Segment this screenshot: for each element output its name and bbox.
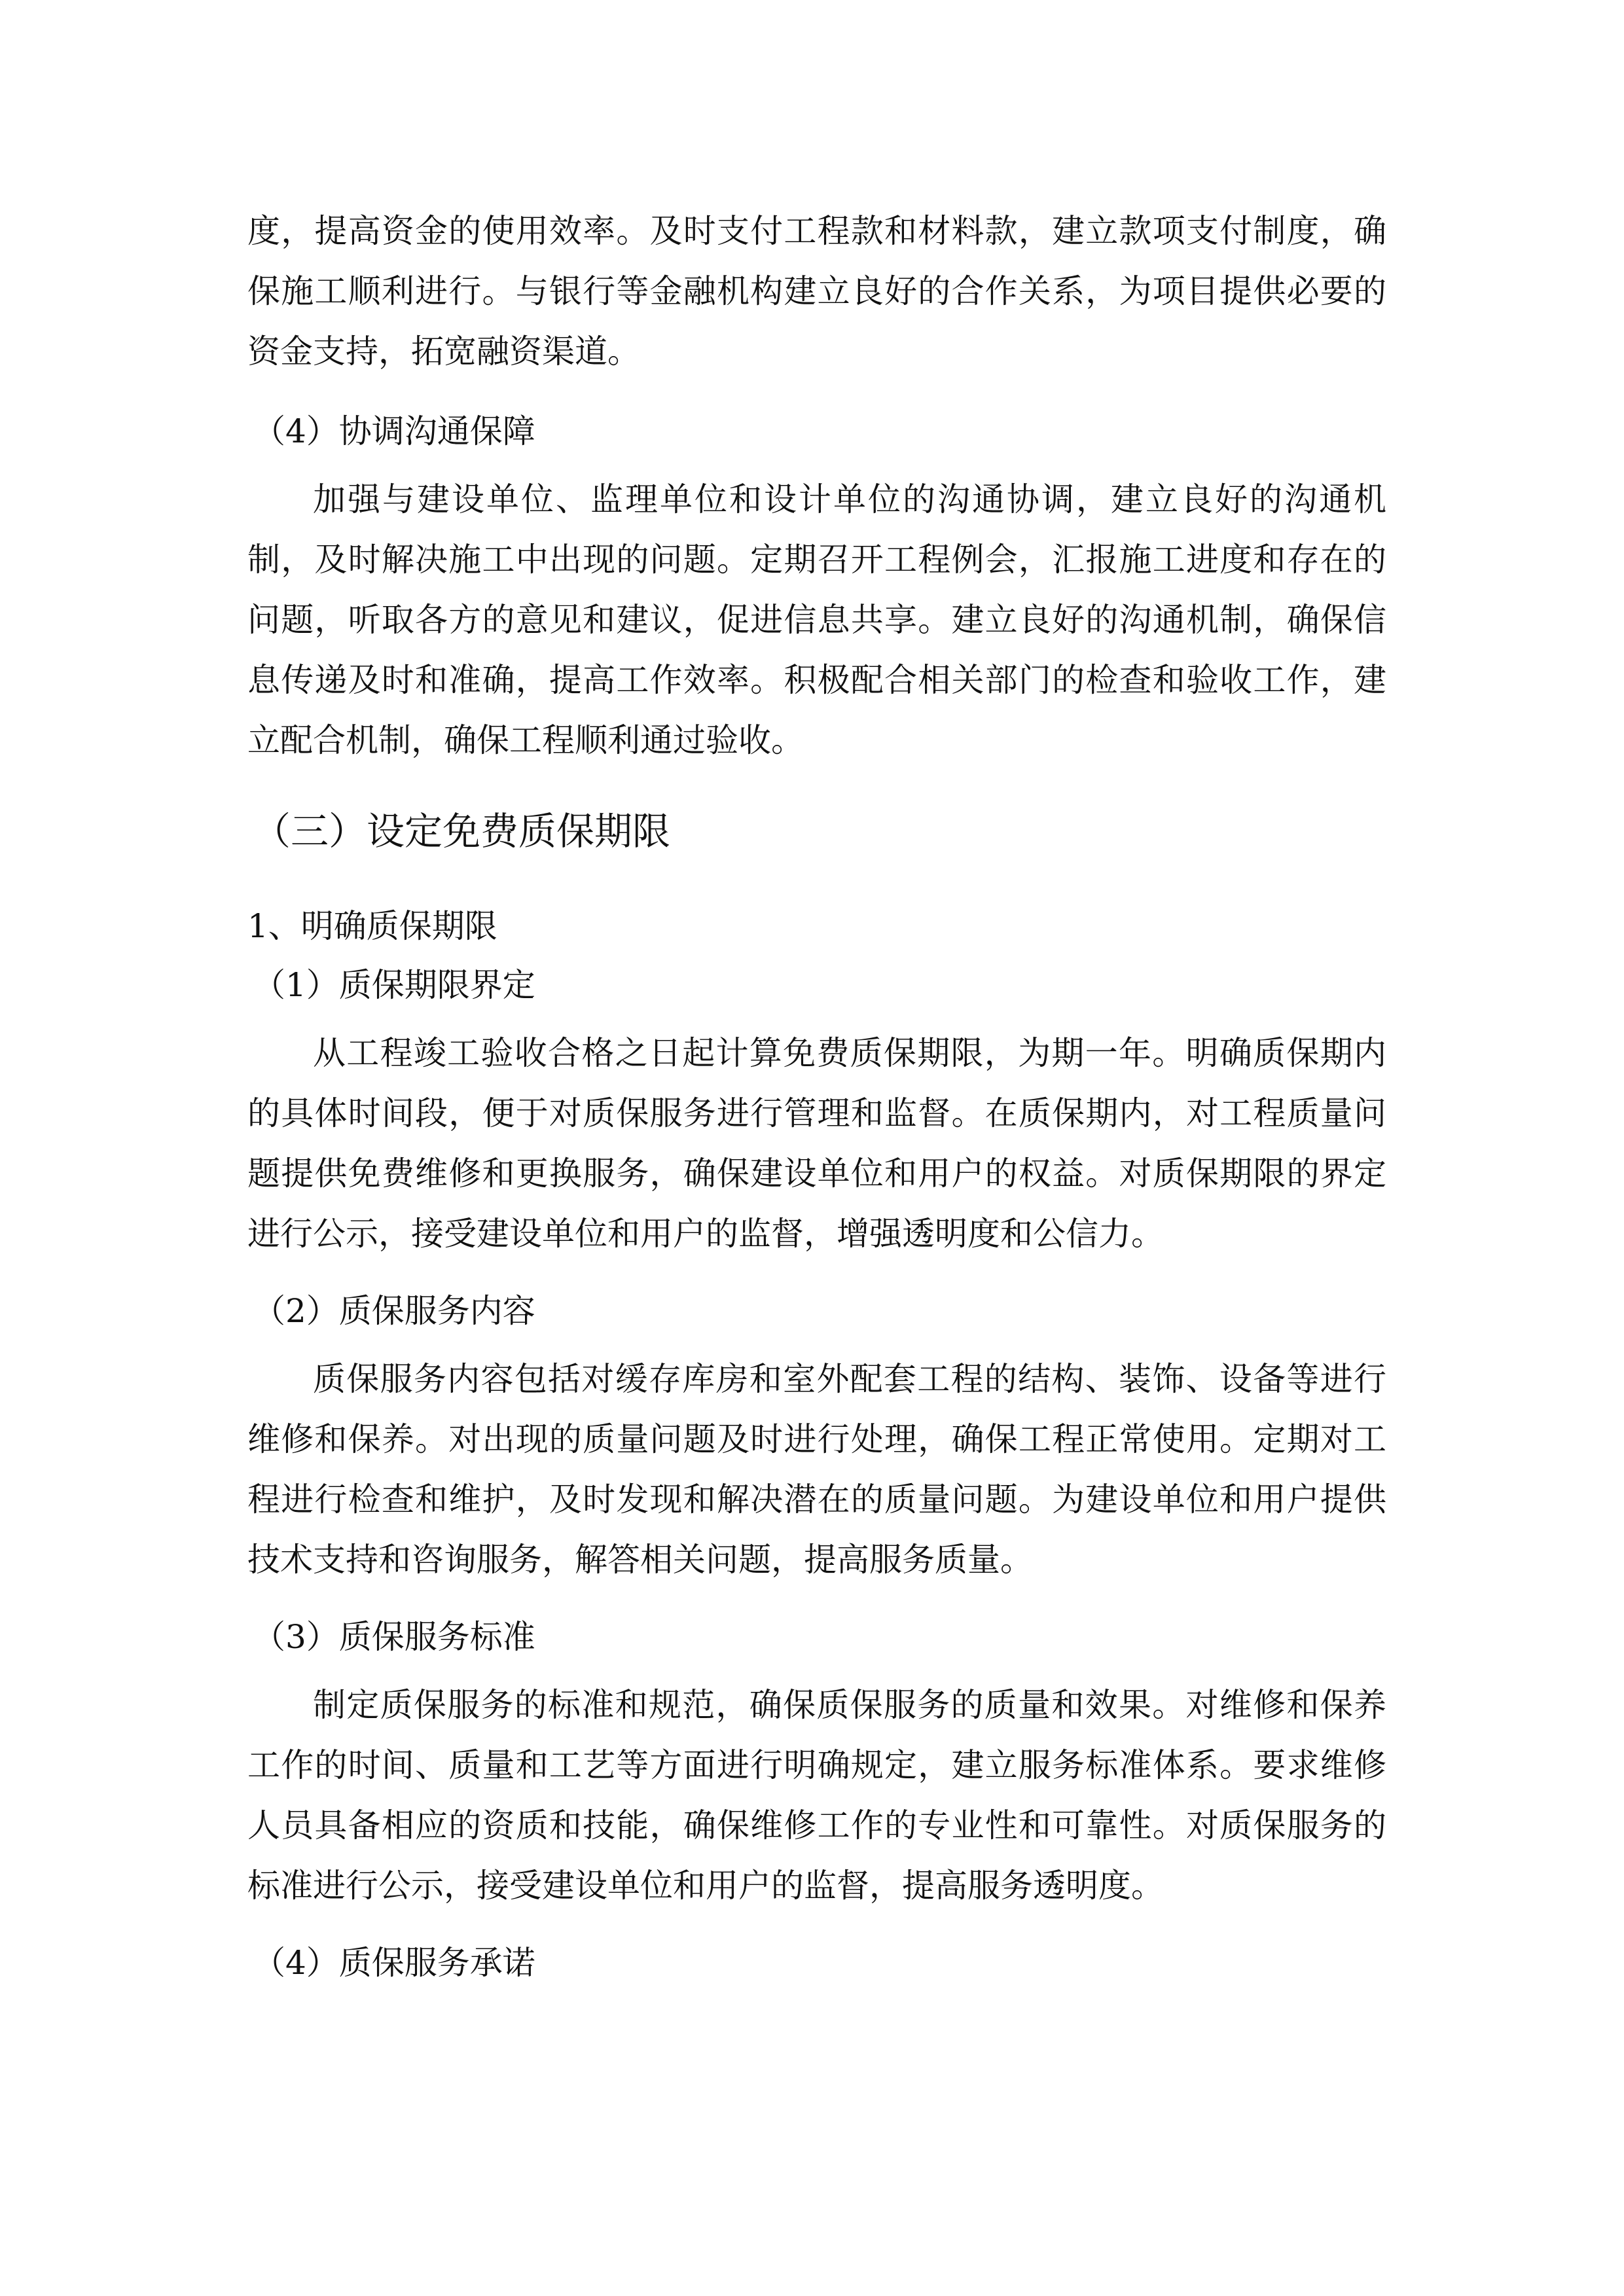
- para3-line-4: 进行公示，接受建设单位和用户的监督，增强透明度和公信力。: [247, 1215, 1164, 1253]
- para4-line-1: 质保服务内容包括对缓存库房和室外配套工程的结构、装饰、设备等进行: [313, 1360, 1386, 1398]
- para4-line-2: 维修和保养。对出现的质量问题及时进行处理，确保工程正常使用。定期对工: [247, 1420, 1386, 1458]
- section-heading-warranty: （三）设定免费质保期限: [253, 809, 671, 853]
- para1-line-3: 资金支持，拓宽融资渠道。: [247, 332, 640, 370]
- para5-line-1: 制定质保服务的标准和规范，确保质保服务的质量和效果。对维修和保养: [313, 1686, 1386, 1724]
- para3-line-2: 的具体时间段，便于对质保服务进行管理和监督。在质保期内，对工程质量问: [247, 1094, 1386, 1132]
- para2-line-5: 立配合机制，确保工程顺利通过验收。: [247, 721, 804, 759]
- para2-line-1: 加强与建设单位、监理单位和设计单位的沟通协调，建立良好的沟通机: [313, 480, 1386, 518]
- para2-line-2: 制，及时解决施工中出现的问题。定期召开工程例会，汇报施工进度和存在的: [247, 541, 1386, 579]
- para2-line-4: 息传递及时和准确，提高工作效率。积极配合相关部门的检查和验收工作，建: [247, 661, 1386, 699]
- subheading-service-content: （2）质保服务内容: [253, 1292, 535, 1330]
- subheading-service-commitment: （4）质保服务承诺: [253, 1944, 535, 1982]
- subheading-service-standard: （3）质保服务标准: [253, 1618, 535, 1656]
- para1-line-1: 度，提高资金的使用效率。及时支付工程款和材料款，建立款项支付制度，确: [247, 212, 1386, 250]
- para3-line-3: 题提供免费维修和更换服务，确保建设单位和用户的权益。对质保期限的界定: [247, 1155, 1386, 1193]
- para3-line-1: 从工程竣工验收合格之日起计算免费质保期限，为期一年。明确质保期内: [313, 1034, 1386, 1072]
- subheading-coordination: （4）协调沟通保障: [253, 412, 535, 450]
- para5-line-2: 工作的时间、质量和工艺等方面进行明确规定，建立服务标准体系。要求维修: [247, 1746, 1386, 1784]
- para2-line-3: 问题，听取各方的意见和建议，促进信息共享。建立良好的沟通机制，确保信: [247, 601, 1386, 639]
- item-heading-warranty-period: 1、明确质保期限: [247, 907, 497, 945]
- subheading-period-definition: （1）质保期限界定: [253, 966, 535, 1004]
- para5-line-3: 人员具备相应的资质和技能，确保维修工作的专业性和可靠性。对质保服务的: [247, 1806, 1386, 1844]
- para4-line-3: 程进行检查和维护，及时发现和解决潜在的质量问题。为建设单位和用户提供: [247, 1480, 1386, 1518]
- para1-line-2: 保施工顺利进行。与银行等金融机构建立良好的合作关系，为项目提供必要的: [247, 272, 1386, 310]
- para5-line-4: 标准进行公示，接受建设单位和用户的监督，提高服务透明度。: [247, 1867, 1164, 1905]
- para4-line-4: 技术支持和咨询服务，解答相关问题，提高服务质量。: [247, 1541, 1033, 1579]
